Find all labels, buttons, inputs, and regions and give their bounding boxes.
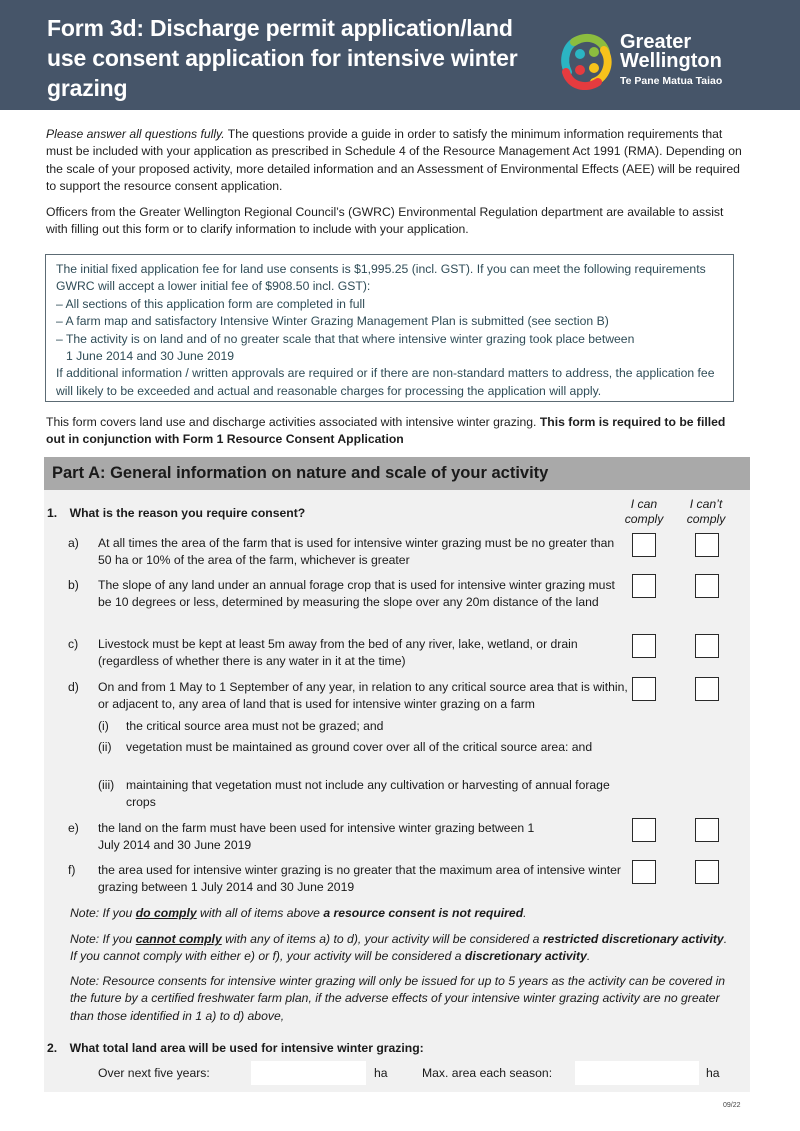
swirl-logo-icon [558,32,614,90]
logo-tagline: Te Pane Matua Taiao [620,75,723,87]
checkbox-f-cant-comply[interactable] [695,860,719,884]
logo-text-wellington: Wellington [620,50,722,72]
five-years-label: Over next five years: [98,1066,210,1080]
checkbox-f-can-comply[interactable] [632,860,656,884]
scope-paragraph [46,414,746,449]
column-header-line: I can [630,497,658,511]
requirement-item-d [68,679,628,714]
fee-info-box [45,254,734,402]
item-label: b) [68,578,79,592]
subitem-text: the critical source area must not be grazed; and [126,719,384,733]
requirement-item-e [68,820,628,855]
checkbox-e-cant-comply[interactable] [695,818,719,842]
max-season-unit: ha [706,1066,720,1080]
subitem-label: (ii) [98,740,112,754]
note-emphasis: discretionary activity [464,949,587,964]
requirement-item-b [68,577,628,612]
requirement-subitem-ii [98,739,628,756]
column-header-line: comply [624,512,664,526]
checkbox-d-cant-comply[interactable] [695,677,719,701]
requirement-item-f [68,862,628,897]
fee-requirement: – All sections of this application form are completed in full [56,296,365,311]
subitem-label: (iii) [98,778,115,792]
five-years-area-input[interactable] [251,1061,366,1085]
five-years-unit: ha [374,1066,388,1080]
intro-paragraph [46,126,746,196]
fee-intro: The initial fixed application fee for land use consents is $1,995.25 (incl. GST). If you can meet the following requirements GWRC will accept a lower initial fee of $908.50 incl. GST): [56,262,706,294]
fee-requirement: – The activity is on land and of no greater scale that that where intensive winter grazing took place between [56,331,635,346]
max-season-area-input[interactable] [575,1061,699,1085]
officers-paragraph: Officers from the Greater Wellington Regional Council’s (GWRC) Environmental Regulation department are available to assist with filling out this form or to clarify information to include with your application. [46,205,724,237]
question-number: 2. [47,1041,58,1055]
subitem-label: (i) [98,719,109,733]
question-title: What is the reason you require consent? [69,506,306,520]
question-number: 1. [47,506,58,520]
logo-text-greater: Greater [620,31,692,53]
note-consent-duration: Note: Resource consents for intensive winter grazing will only be issued for up to 5 years as the activity can be covered in the future by a certified freshwater farm plan, if the adverse effects of your intensive winter grazing activity are no greater than those identified in 1 a) to d) above, [70,974,726,1023]
question-2 [47,1040,424,1057]
fee-closing: If additional information / written approvals are required or if there are non-standard matters to address, the application fee will likely to be exceeded and actual and reasonable charges for processing the application will apply. [56,366,715,398]
scope-text: This form covers land use and discharge activities associated with intensive winter grazing. [46,415,540,429]
question-title: What total land area will be used for intensive winter grazing: [69,1041,424,1055]
item-label: d) [68,680,79,694]
note-text: Note: If you [70,906,136,920]
checkbox-e-can-comply[interactable] [632,818,656,842]
note-text: with any of items a) to d), your activity will be considered a [221,932,543,946]
note-emphasis: cannot comply [135,932,222,946]
note-text: . [586,949,591,964]
form-header [0,0,800,110]
checkbox-a-can-comply[interactable] [632,533,656,557]
note-do-comply [70,905,730,922]
intro-emphasis: Please answer all questions fully. [46,127,225,141]
note-emphasis: do comply [135,906,197,920]
item-label: e) [68,821,79,835]
checkbox-a-cant-comply[interactable] [695,533,719,557]
checkbox-d-can-comply[interactable] [632,677,656,701]
greater-wellington-logo [558,30,748,94]
item-text: The slope of any land under an annual forage crop that is used for intensive winter grazing must be 10 degrees or less, determined by measuring the slope over any 20m distance of the land [98,578,615,610]
note-text: . If you cannot comply with either e) or f), your activity will be considered a [70,932,728,964]
max-season-label: Max. area each season: [422,1066,553,1080]
note-emphasis: restricted discretionary activity [542,932,724,946]
item-text: the area used for intensive winter grazing is no greater that the maximum area of intensive winter grazing between 1 July 2014 and 30 June 2019 [98,863,621,895]
requirement-subitem-i [98,718,628,735]
form-title: Form 3d: Discharge permit application/land use consent application for intensive winter grazing [47,15,518,101]
subitem-text: vegetation must be maintained as ground cover over all of the critical source area: and [126,740,593,754]
note-text: with all of items above [196,906,324,920]
requirement-subitem-iii [98,777,628,812]
requirement-item-c [68,636,628,671]
fee-requirement: – A farm map and satisfactory Intensive Winter Grazing Management Plan is submitted (see section B) [56,314,609,329]
form-version-code: 09/22 [723,1102,741,1109]
requirement-item-a [68,535,628,570]
item-text: Livestock must be kept at least 5m away from the bed of any river, lake, wetland, or drain (regardless of whether there is any water in it at the time) [98,637,578,669]
note-cannot-comply [70,931,730,966]
note-text: Note: If you [70,932,136,946]
column-header-can-comply [619,497,669,527]
item-label: f) [68,863,76,877]
item-label: a) [68,536,79,550]
item-text: At all times the area of the farm that is used for intensive winter grazing must be no greater than 50 ha or 10% of the area of the farm, whichever is greater [98,536,615,568]
part-a-heading: Part A: General information on nature and scale of your activity [44,457,750,490]
question-1 [47,505,305,522]
column-header-line: I can’t [689,497,723,511]
column-header-line: comply [686,512,726,526]
column-header-cant-comply [681,497,731,527]
scope-requirement: This form is required to be filled out in conjunction with Form 1 Resource Consent Application [46,415,726,447]
checkbox-b-cant-comply[interactable] [695,574,719,598]
item-text: On and from 1 May to 1 September of any year, in relation to any critical source area that is within, or adjacent to, any area of land that is used for intensive winter grazing on a farm [98,680,628,712]
item-label: c) [68,637,79,651]
checkbox-c-cant-comply[interactable] [695,634,719,658]
fee-requirement-continued: 1 June 2014 and 30 June 2019 [66,349,235,364]
checkbox-c-can-comply[interactable] [632,634,656,658]
note-emphasis: a resource consent is not required [323,906,524,920]
subitem-text: maintaining that vegetation must not include any cultivation or harvesting of annual forage crops [126,778,610,810]
intro-text: The questions provide a guide in order to satisfy the minimum information requirements that must be included with your application as prescribed in Schedule 4 of the Resource Management Act 1991 (RMA). Depending on the scale of your proposed activity, more detailed information and an Assessment of Environmental Effects (AEE) will be required to support the resource consent application. [46,127,742,194]
item-text: the land on the farm must have been used for intensive winter grazing between 1 July 2014 and 30 June 2019 [98,821,535,853]
note-text: . [523,906,527,920]
checkbox-b-can-comply[interactable] [632,574,656,598]
